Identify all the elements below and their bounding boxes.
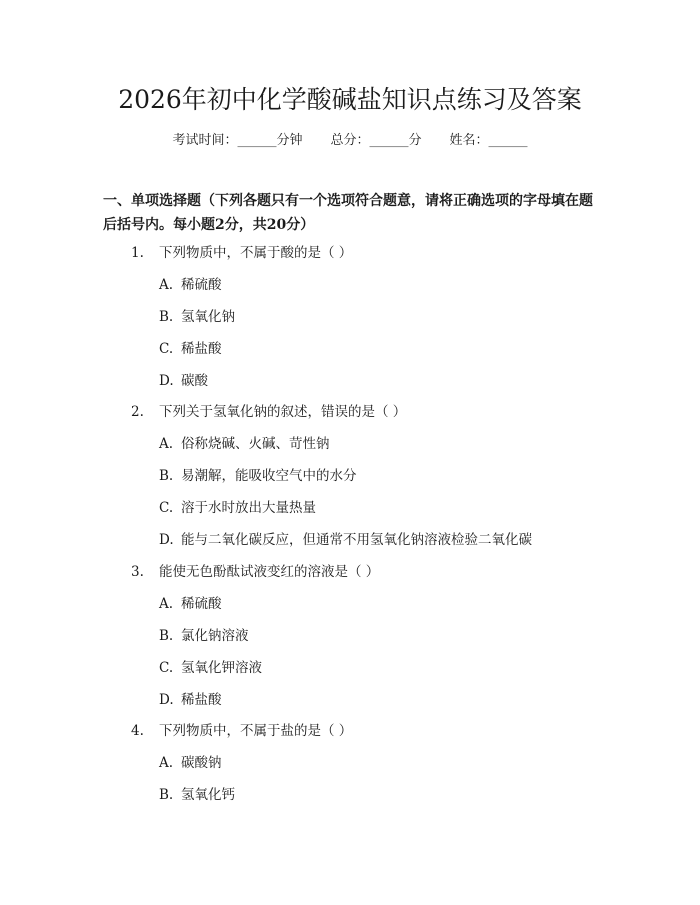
option-letter: B. — [159, 628, 174, 644]
option-1d — [159, 371, 208, 391]
option-text: 能与二氧化碳反应，但通常不用氢氧化钠溶液检验二氧化碳 — [181, 532, 532, 548]
option-letter: B. — [159, 468, 174, 484]
option-letter: B. — [159, 787, 174, 803]
option-letter: C. — [159, 660, 174, 676]
option-letter: A. — [159, 277, 174, 293]
option-letter: D. — [159, 373, 174, 389]
option-2b — [159, 466, 357, 486]
option-4a — [159, 753, 222, 773]
option-1c — [159, 339, 222, 359]
question-stem: 下列关于氢氧化钠的叙述，错误的是（ ） — [159, 404, 407, 420]
option-2d — [159, 530, 532, 550]
option-text: 稀硫酸 — [181, 596, 222, 612]
question-1 — [131, 243, 352, 263]
total-score-field: 总分：______分 — [330, 133, 422, 148]
option-letter: C. — [159, 500, 174, 516]
option-text: 氢氧化钙 — [181, 787, 235, 803]
option-text: 易潮解，能吸收空气中的水分 — [181, 468, 357, 484]
section-heading: 一、单项选择题（下列各题只有一个选项符合题意，请将正确选项的字母填在题后括号内。每小题2分，共20分） — [103, 193, 593, 233]
option-2c — [159, 498, 316, 518]
option-letter: A. — [159, 755, 174, 771]
option-text: 氢氧化钾溶液 — [181, 660, 262, 676]
option-letter: A. — [159, 436, 174, 452]
question-3 — [131, 562, 379, 582]
option-letter: A. — [159, 596, 174, 612]
option-1b — [159, 307, 235, 327]
option-text: 碳酸 — [181, 373, 208, 389]
student-name-field: 姓名：______ — [449, 133, 528, 148]
option-text: 稀盐酸 — [181, 692, 222, 708]
option-3a — [159, 594, 222, 614]
option-text: 碳酸钠 — [181, 755, 222, 771]
question-2 — [131, 402, 406, 422]
question-stem: 能使无色酚酞试液变红的溶液是（ ） — [159, 564, 380, 580]
option-3b — [159, 626, 249, 646]
question-stem: 下列物质中，不属于酸的是（ ） — [159, 245, 353, 261]
option-text: 氢氧化钠 — [181, 309, 235, 325]
option-text: 氯化钠溶液 — [181, 628, 249, 644]
option-letter: B. — [159, 309, 174, 325]
question-number: 2. — [131, 404, 144, 420]
question-number: 1. — [131, 245, 144, 261]
exam-time-field: 考试时间：______分钟 — [172, 133, 303, 148]
option-letter: D. — [159, 692, 174, 708]
option-letter: D. — [159, 532, 174, 548]
option-text: 俗称烧碱、火碱、苛性钠 — [181, 436, 330, 452]
option-3d — [159, 690, 222, 710]
document-title: 2026年初中化学酸碱盐知识点练习及答案 — [118, 85, 582, 114]
exam-meta-line — [0, 130, 700, 152]
option-2a — [159, 434, 330, 454]
question-stem: 下列物质中，不属于盐的是（ ） — [159, 723, 353, 739]
option-3c — [159, 658, 262, 678]
option-1a — [159, 275, 222, 295]
option-letter: C. — [159, 341, 174, 357]
option-text: 稀盐酸 — [181, 341, 222, 357]
option-4b — [159, 785, 235, 805]
question-number: 4. — [131, 723, 144, 739]
question-4 — [131, 721, 352, 741]
question-number: 3. — [131, 564, 144, 580]
option-text: 溶于水时放出大量热量 — [181, 500, 316, 516]
option-text: 稀硫酸 — [181, 277, 222, 293]
